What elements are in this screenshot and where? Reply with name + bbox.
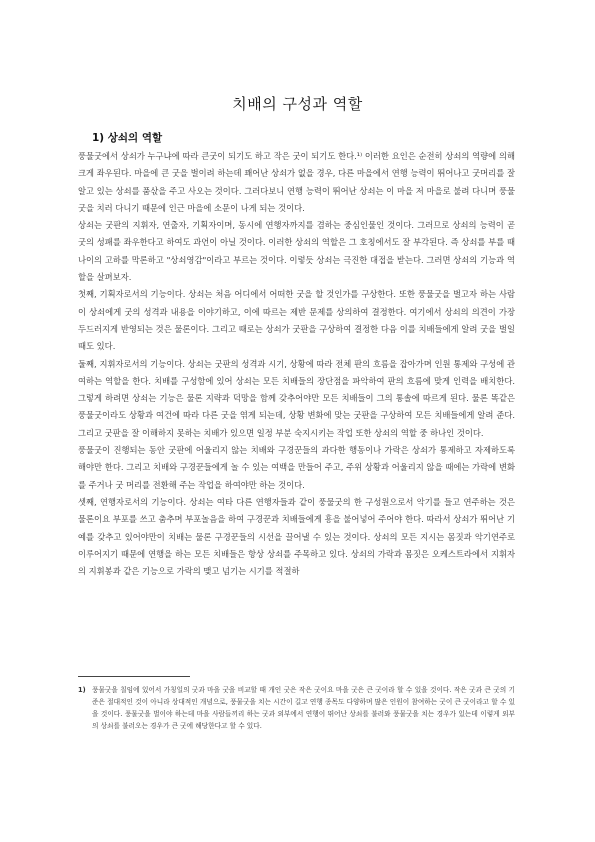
paragraph: 풍물굿이 진행되는 동안 굿판에 어울리지 않는 치배와 구경꾼들의 과다한 행동이나 가락은 상쇠가 통제하고 자제하도록 해야만 한다. 그리고 치배와 구경꾼들에게 놀 수 있는 여백을 만들어 주고, 주위 상황과 어울리지 않을 때에는 가락에 변화를 주거나 굿 머리를 전환해 주는 작업을 하여야만 하는 것이다. <box>78 445 515 490</box>
paragraph: 둘째, 지휘자로서의 기능이다. 상쇠는 굿판의 성격과 시기, 상황에 따라 전체 판의 흐름을 잡아가며 인원 통제와 구성에 관여하는 역할을 한다. 치배를 구성함에 있어 상쇠는 모든 치배들의 장단점을 파악하여 판의 흐름에 맞게 인력을 배치한다. 그렇게 하려면 상쇠는 기능은 물론 지략과 덕망을 함께 갖추어야만 모든 치배들이 그의 통솔에 따르게 된다. 물론 똑같은 풍물굿이라도 상황과 여건에 따라 다른 굿을 엮게 되는데, 상황 변화에 맞는 굿판을 구상하여 모든 치배들에게 알려 준다. 그리고 굿판을 잘 이해하지 못하는 치배가 있으면 일정 부분 숙지시키는 작업 또한 상쇠의 역할 중 하나인 것이다. <box>78 358 515 438</box>
paragraph: 풍물굿에서 상쇠가 누구냐에 따라 큰굿이 되기도 하고 작은 굿이 되기도 한다.¹⁾ 이러한 요인은 순전히 상쇠의 역량에 의해 크게 좌우된다. 마을에 큰 굿을 벌이려 하는데 꽤어난 상쇠가 없을 경우, 다른 마을에서 연행 능력이 뛰어나고 굿머리를 잘 알고 있는 상쇠를 품삯을 주고 사오는 것이다. 그러다보니 연행 능력이 뛰어난 상쇠는 이 마을 저 마을로 불려 다니며 풍물굿을 치러 다니기 때문에 인근 마을에 소문이 나게 되는 것이다. <box>78 151 515 213</box>
body-text <box>78 148 515 580</box>
paragraph: 첫째, 기획자로서의 기능이다. 상쇠는 처음 어디에서 어떠한 굿을 할 것인가를 구상한다. 또한 풍물굿을 벌고자 하는 사람이 상쇠에게 굿의 성격과 내용을 이야기하고, 이에 따르는 제반 문제를 상의하여 결정한다. 여기에서 상쇠의 의견이 가장 두드러지게 반영되는 것은 물론이다. 그리고 때로는 상쇠가 굿판을 구상하여 결정한 다음 이를 치배들에게 알려 굿을 벌일 때도 있다. <box>78 289 515 352</box>
footnote <box>78 684 515 732</box>
footnote-marker: 1) <box>78 686 86 694</box>
paragraph: 상쇠는 굿판의 지휘자, 연출자, 기획자이며, 동시에 연행자까지를 겸하는 중심인물인 것이다. 그러므로 상쇠의 능력이 곧 굿의 성패를 좌우한다고 하여도 과언이 아닐 것이다. 이러한 상쇠의 역할은 그 호칭에서도 잘 부각된다. 즉 상쇠를 부를 때 나이의 고하를 막론하고 "상쇠영감"이라고 부르는 것이다. 이렇듯 상쇠는 극진한 대접을 받는다. 그러면 상쇠의 기능과 역할을 살펴보자. <box>78 220 515 283</box>
footnote-divider <box>78 676 190 677</box>
page-title: 치배의 구성과 역할 <box>232 95 363 113</box>
paragraph: 셋째, 연행자로서의 기능이다. 상쇠는 여타 다른 연행자들과 같이 풍물굿의 한 구성원으로서 악기를 들고 연주하는 것은 물론이요 부포를 쓰고 춤추며 부포놀음을 하여 구경꾼과 치배들에게 흥을 불어넣어 주어야 한다. 따라서 상쇠가 뛰어난 기예를 갖추고 있어야만이 치배는 물론 구경꾼들의 시선을 끌어낼 수 있는 것이다. 상쇠의 모든 지시는 몸짓과 악기연주로 이루어지기 때문에 연행을 하는 모든 치배들은 항상 상쇠를 주목하고 있다. 상쇠의 가락과 몸짓은 오케스트라에서 지휘자의 지휘봉과 같은 기능으로 가락의 맺고 넘기는 시기를 적절하 <box>78 496 515 577</box>
footnote-text: 풍물굿을 칠임에 있어서 가칭일의 굿과 마을 굿을 비교할 때 개인 굿은 작은 굿이요 마을 굿은 큰 굿이라 할 수 있을 것이다. 작은 굿과 큰 굿의 기준은 절대적인 것이 아니라 상대적인 개념으로, 풍물굿을 치는 시간이 길고 연행 종목도 다양하며 많은 인원이 참여하는 굿이 큰 굿이라고 할 수 있을 것이다. 풍물굿을 벌이야 하는데 마을 사람들끼리 하는 굿과 외부에서 연행이 뛰어난 상쇠를 불러와 풍물굿을 치는 경우가 있는데 이렇게 외부의 상쇠를 불러오는 경우가 큰 굿에 해당한다고 할 수 있다. <box>92 686 515 731</box>
section-heading: 1) 상쇠의 역할 <box>92 132 163 144</box>
